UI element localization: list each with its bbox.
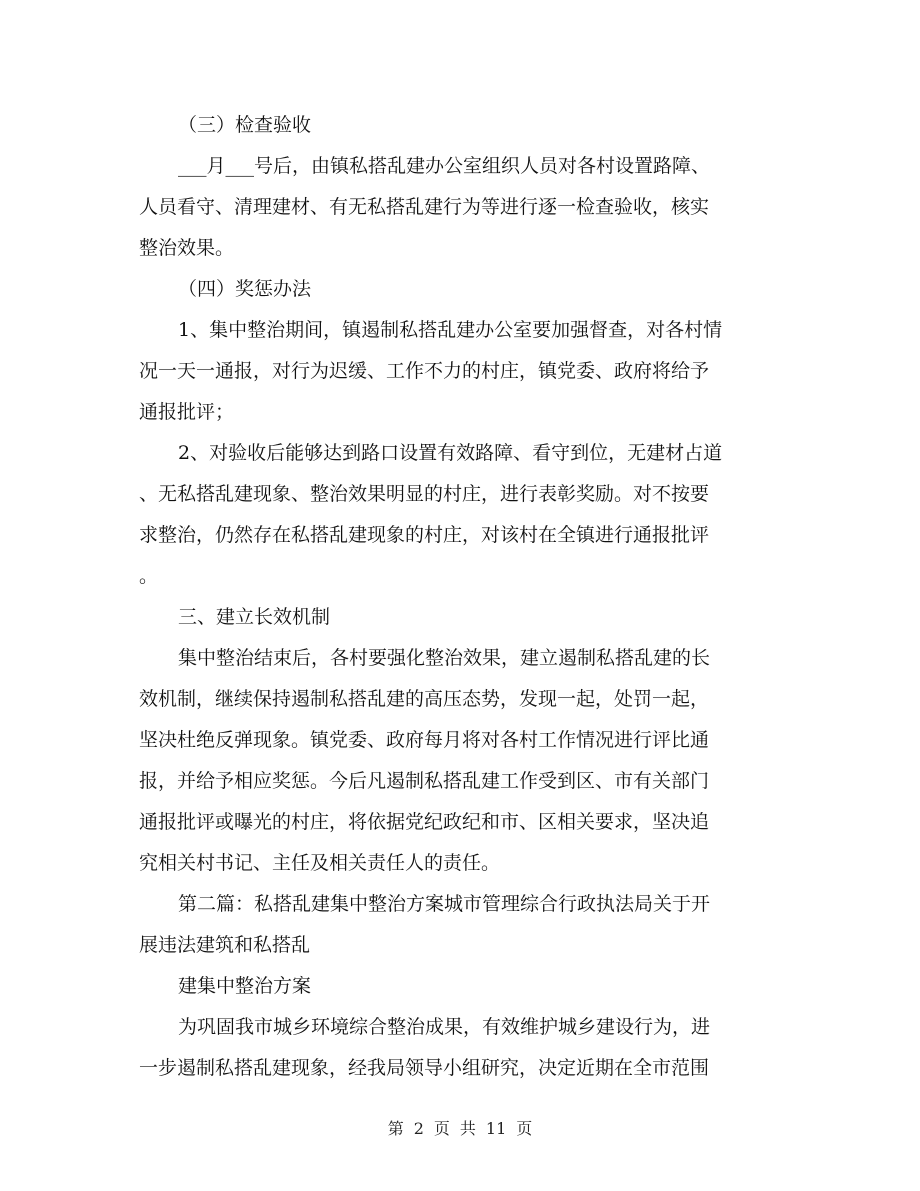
- footer-total-pages: 11: [485, 1119, 507, 1138]
- text-line: 1、集中整治期间，镇遏制私搭乱建办公室要加强督查，对各村情: [178, 319, 723, 341]
- text-line: 况一天一通报，对行为迟缓、工作不力的村庄，镇党委、政府将给予: [139, 360, 710, 382]
- text-line: 2、对验收后能够达到路口设置有效路障、看守到位，无建材占道: [178, 442, 723, 464]
- text-line: 集中整治结束后，各村要强化整治效果，建立遏制私搭乱建的长: [178, 647, 711, 669]
- footer-page-number: 2: [413, 1119, 424, 1138]
- footer-prefix: 第: [387, 1119, 404, 1138]
- text-line: 坚决杜绝反弹现象。镇党委、政府每月将对各村工作情况进行评比通: [139, 729, 710, 751]
- text-line: 通报批评；: [139, 401, 235, 423]
- chapter-title: 第二篇：私搭乱建集中整治方案城市管理综合行政执法局关于开: [178, 893, 711, 915]
- text-line: 整治效果。: [139, 237, 235, 259]
- text-line: 、无私搭乱建现象、整治效果明显的村庄，进行表彰奖励。对不按要: [139, 483, 710, 505]
- chapter-title: 建集中整治方案: [178, 975, 312, 997]
- page-footer: [0, 1118, 920, 1140]
- text-line: 效机制，继续保持遏制私搭乱建的高压态势，发现一起，处罚一起，: [139, 688, 710, 710]
- text-line: （三）检查验收: [178, 114, 312, 136]
- text-line: 为巩固我市城乡环境综合整治成果，有效维护城乡建设行为，进: [178, 1016, 711, 1038]
- text-line: 一步遏制私搭乱建现象，经我局领导小组研究，决定近期在全市范围: [139, 1057, 710, 1079]
- text-line: 。: [139, 565, 159, 587]
- footer-page-word: 页: [433, 1119, 450, 1138]
- text-line: 人员看守、清理建材、有无私搭乱建行为等进行逐一检查验收，核实: [139, 196, 710, 218]
- text-line: （四）奖惩办法: [178, 278, 312, 300]
- text-line: 通报批评或曝光的村庄，将依据党纪政纪和市、区相关要求，坚决追: [139, 811, 710, 833]
- footer-suffix: 页: [516, 1119, 533, 1138]
- footer-of: 共: [459, 1119, 476, 1138]
- section-heading: 三、建立长效机制: [178, 606, 331, 628]
- text-line: 究相关村书记、主任及相关责任人的责任。: [139, 852, 501, 874]
- text-line: 求整治，仍然存在私搭乱建现象的村庄，对该村在全镇进行通报批评: [139, 524, 710, 546]
- text-line: 报，并给予相应奖惩。今后凡遏制私搭乱建工作受到区、市有关部门: [139, 770, 710, 792]
- chapter-title: 展违法建筑和私搭乱: [139, 934, 311, 956]
- text-line: ___月___号后，由镇私搭乱建办公室组织人员对各村设置路障、: [178, 155, 711, 177]
